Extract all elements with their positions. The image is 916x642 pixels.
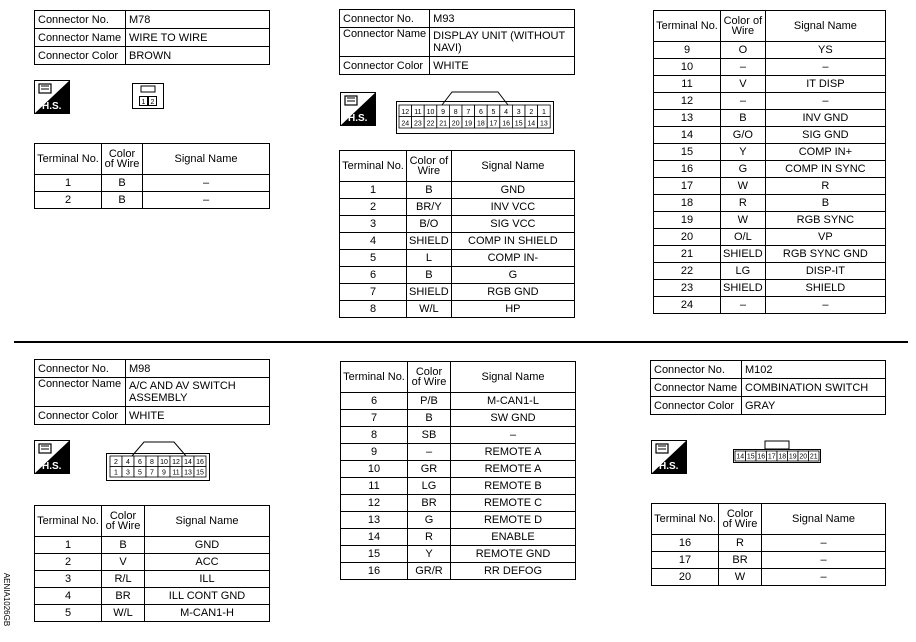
pin-number: 16 <box>502 120 510 128</box>
wire-color-cell: R <box>408 529 451 546</box>
terminal-no-cell: 8 <box>341 427 408 444</box>
table-row <box>654 144 886 161</box>
signal-name-header: Signal Name <box>451 362 576 393</box>
connector-name-value: DISPLAY UNIT (WITHOUT NAVI) <box>430 28 575 57</box>
table-row <box>654 297 886 314</box>
terminal-no-header: Terminal No. <box>35 506 102 537</box>
terminal-no-cell: 16 <box>341 563 408 580</box>
pin-number: 10 <box>426 109 435 116</box>
wire-color-cell: Y <box>721 144 766 161</box>
hs-icon <box>340 92 376 126</box>
wire-color-cell: BR <box>719 552 762 569</box>
terminal-no-cell: 6 <box>341 393 408 410</box>
table-row <box>35 605 270 622</box>
svg-text:H.S.: H.S. <box>348 113 368 124</box>
pin-number: 13 <box>184 469 192 477</box>
signal-name-cell: REMOTE A <box>451 444 576 461</box>
terminal-no-cell: 11 <box>654 76 721 93</box>
signal-name-cell: – <box>765 59 885 76</box>
wire-color-cell: B/O <box>407 216 452 233</box>
m98-terminal-table-continued <box>340 361 576 580</box>
signal-name-cell: ILL CONT GND <box>145 588 270 605</box>
pin-number: 24 <box>401 120 410 128</box>
terminal-no-cell: 15 <box>654 144 721 161</box>
connector-color-value: BROWN <box>126 47 270 65</box>
pin-number: 23 <box>414 120 422 128</box>
wire-color-cell: B <box>102 537 145 554</box>
pin-number: 18 <box>477 120 485 128</box>
terminal-no-cell: 20 <box>652 569 719 586</box>
connector-color-value: WHITE <box>430 57 575 75</box>
wire-color-cell: W/L <box>102 605 145 622</box>
pin-number: 3 <box>126 469 130 477</box>
m98-connector-info <box>34 359 270 425</box>
table-row <box>654 59 886 76</box>
terminal-no-header: Terminal No. <box>35 144 102 175</box>
m78-pin-2: 2 <box>150 99 155 106</box>
pin-number: 12 <box>401 109 410 116</box>
connector-name-value: A/C AND AV SWITCH ASSEMBLY <box>126 378 270 407</box>
pin-number: 5 <box>138 469 142 477</box>
table-row <box>654 161 886 178</box>
table-row <box>341 512 576 529</box>
wire-color-cell: R/L <box>102 571 145 588</box>
signal-name-cell: DISP-IT <box>765 263 885 280</box>
table-row <box>654 42 886 59</box>
terminal-no-cell: 4 <box>340 233 407 250</box>
terminal-no-header: Terminal No. <box>340 151 407 182</box>
wire-color-cell: V <box>102 554 145 571</box>
wire-color-cell: W <box>719 569 762 586</box>
table-row <box>35 537 270 554</box>
terminal-no-cell: 1 <box>35 175 102 192</box>
connector-color-label: Connector Color <box>651 397 742 415</box>
terminal-no-cell: 3 <box>35 571 102 588</box>
wire-color-cell: O/L <box>721 229 766 246</box>
terminal-no-cell: 23 <box>654 280 721 297</box>
pin-number: 9 <box>441 109 446 116</box>
table-row <box>652 535 886 552</box>
color-of-wire-header: Color of Wire <box>408 362 451 393</box>
figure-code: AENIA1026GB <box>2 572 12 627</box>
signal-name-header: Signal Name <box>762 504 886 535</box>
pin-number: 8 <box>453 109 458 116</box>
pin-number: 10 <box>160 459 168 466</box>
pin-number: 4 <box>504 109 509 116</box>
wire-color-cell: B <box>408 410 451 427</box>
table-row <box>654 127 886 144</box>
signal-name-cell: SIG GND <box>765 127 885 144</box>
pin-number: 9 <box>162 469 166 477</box>
signal-name-cell: COMP IN SYNC <box>765 161 885 178</box>
wire-color-cell: B <box>721 110 766 127</box>
svg-text:H.S.: H.S. <box>42 101 62 112</box>
terminal-no-header: Terminal No. <box>654 11 721 42</box>
pin-number: 8 <box>150 459 154 466</box>
signal-name-cell: B <box>765 195 885 212</box>
signal-name-cell: SIG VCC <box>451 216 574 233</box>
wire-color-cell: SHIELD <box>721 246 766 263</box>
table-row <box>340 199 575 216</box>
signal-name-cell: IT DISP <box>765 76 885 93</box>
terminal-no-cell: 2 <box>35 554 102 571</box>
terminal-no-cell: 21 <box>654 246 721 263</box>
pin-number: 22 <box>426 120 435 128</box>
terminal-no-cell: 16 <box>652 535 719 552</box>
table-row <box>652 569 886 586</box>
m98-terminal-table <box>34 505 270 622</box>
pin-number: 21 <box>439 120 447 128</box>
table-row <box>341 461 576 478</box>
pin-number: 13 <box>540 120 548 128</box>
table-row <box>341 444 576 461</box>
terminal-no-cell: 9 <box>654 42 721 59</box>
connector-no-label: Connector No. <box>340 10 430 28</box>
table-row <box>652 552 886 569</box>
wire-color-cell: R <box>719 535 762 552</box>
signal-name-cell: RGB SYNC <box>765 212 885 229</box>
table-row <box>35 571 270 588</box>
pin-number: 1 <box>541 109 546 116</box>
pin-number: 19 <box>788 453 797 461</box>
pin-number: 11 <box>414 109 422 116</box>
terminal-no-cell: 16 <box>654 161 721 178</box>
signal-name-cell: REMOTE B <box>451 478 576 495</box>
pin-number: 2 <box>114 459 118 466</box>
m93-connector-face <box>396 91 554 135</box>
table-row <box>35 554 270 571</box>
terminal-no-cell: 15 <box>341 546 408 563</box>
terminal-no-cell: 1 <box>35 537 102 554</box>
wire-color-cell: G <box>721 161 766 178</box>
connector-name-label: Connector Name <box>35 29 126 47</box>
signal-name-cell: VP <box>765 229 885 246</box>
signal-name-cell: ACC <box>145 554 270 571</box>
pin-number: 20 <box>799 453 808 461</box>
signal-name-cell: COMP IN+ <box>765 144 885 161</box>
terminal-no-cell: 14 <box>654 127 721 144</box>
pin-number: 7 <box>150 469 154 477</box>
signal-name-cell: SHIELD <box>765 280 885 297</box>
table-row <box>341 393 576 410</box>
table-row <box>654 178 886 195</box>
connector-name-label: Connector Name <box>35 378 126 407</box>
connector-color-label: Connector Color <box>35 407 126 425</box>
pin-number: 11 <box>172 469 180 477</box>
m102-terminal-table <box>651 503 886 586</box>
hs-icon <box>34 440 70 474</box>
m78-connector-face <box>132 83 164 109</box>
terminal-no-cell: 13 <box>341 512 408 529</box>
m102-connector-info <box>650 360 886 415</box>
signal-name-header: Signal Name <box>143 144 270 175</box>
pin-number: 16 <box>757 453 766 461</box>
signal-name-cell: RGB SYNC GND <box>765 246 885 263</box>
pin-number: 19 <box>464 120 473 128</box>
connector-name-value: COMBINATION SWITCH <box>742 379 886 397</box>
table-row <box>340 301 575 318</box>
pin-number: 14 <box>736 453 745 461</box>
section-divider <box>14 341 908 343</box>
table-row <box>341 563 576 580</box>
m102-connector-face <box>733 440 821 464</box>
color-of-wire-header: Color of Wire <box>102 506 145 537</box>
pin-number: 7 <box>466 109 471 116</box>
wire-color-cell: SB <box>408 427 451 444</box>
wire-color-cell: B <box>102 192 143 209</box>
terminal-no-cell: 8 <box>340 301 407 318</box>
terminal-no-cell: 11 <box>341 478 408 495</box>
table-row <box>654 280 886 297</box>
table-row <box>654 212 886 229</box>
table-row <box>654 229 886 246</box>
hs-icon <box>34 80 70 114</box>
pin-number: 21 <box>809 453 818 461</box>
pin-number: 4 <box>126 459 130 466</box>
wire-color-cell: G/O <box>721 127 766 144</box>
m93-terminal-table <box>339 150 575 318</box>
pin-number: 15 <box>196 469 204 477</box>
signal-name-cell: SW GND <box>451 410 576 427</box>
terminal-no-cell: 17 <box>652 552 719 569</box>
table-row <box>341 495 576 512</box>
signal-name-cell: M-CAN1-H <box>145 605 270 622</box>
signal-name-header: Signal Name <box>765 11 885 42</box>
terminal-no-cell: 5 <box>340 250 407 267</box>
wire-color-cell: SHIELD <box>407 284 452 301</box>
signal-name-cell: – <box>765 297 885 314</box>
wire-color-cell: B <box>407 267 452 284</box>
wire-color-cell: P/B <box>408 393 451 410</box>
wire-color-cell: SHIELD <box>407 233 452 250</box>
terminal-no-cell: 3 <box>340 216 407 233</box>
wire-color-cell: BR <box>408 495 451 512</box>
table-row <box>341 410 576 427</box>
signal-name-cell: REMOTE D <box>451 512 576 529</box>
wire-color-cell: – <box>721 93 766 110</box>
signal-name-cell: YS <box>765 42 885 59</box>
pin-number: 6 <box>138 459 142 466</box>
signal-name-cell: COMP IN- <box>451 250 574 267</box>
m78-pin-1: 1 <box>141 99 146 106</box>
table-row <box>654 246 886 263</box>
table-row <box>340 233 575 250</box>
terminal-no-cell: 18 <box>654 195 721 212</box>
table-row <box>654 195 886 212</box>
wire-color-cell: GR/R <box>408 563 451 580</box>
wire-color-cell: L <box>407 250 452 267</box>
pin-number: 3 <box>516 109 521 116</box>
terminal-no-cell: 7 <box>340 284 407 301</box>
svg-text:H.S.: H.S. <box>659 461 679 472</box>
pin-number: 6 <box>478 109 483 116</box>
pin-number: 15 <box>514 120 523 128</box>
wire-color-cell: Y <box>408 546 451 563</box>
pin-number: 17 <box>489 120 498 128</box>
pin-number: 15 <box>746 453 755 461</box>
pin-number: 16 <box>196 459 204 466</box>
pin-number: 18 <box>778 453 787 461</box>
signal-name-cell: COMP IN SHIELD <box>451 233 574 250</box>
wire-color-cell: BR/Y <box>407 199 452 216</box>
svg-text:H.S.: H.S. <box>42 461 62 472</box>
signal-name-cell: INV VCC <box>451 199 574 216</box>
table-row <box>654 110 886 127</box>
signal-name-cell: GND <box>145 537 270 554</box>
connector-no-label: Connector No. <box>35 360 126 378</box>
m98-connector-face <box>106 440 210 482</box>
m78-terminal-table <box>34 143 270 209</box>
terminal-no-cell: 6 <box>340 267 407 284</box>
table-row <box>341 546 576 563</box>
connector-no-value: M98 <box>126 360 270 378</box>
terminal-no-cell: 1 <box>340 182 407 199</box>
color-of-wire-header: Color of Wire <box>719 504 762 535</box>
wire-color-cell: G <box>408 512 451 529</box>
signal-name-cell: GND <box>451 182 574 199</box>
pin-number: 14 <box>527 120 536 128</box>
connector-color-label: Connector Color <box>35 47 126 65</box>
terminal-no-cell: 10 <box>341 461 408 478</box>
color-of-wire-header: Color of Wire <box>721 11 766 42</box>
terminal-no-cell: 2 <box>35 192 102 209</box>
hs-icon <box>651 440 687 474</box>
wire-color-cell: B <box>407 182 452 199</box>
wire-color-cell: R <box>721 195 766 212</box>
signal-name-cell: INV GND <box>765 110 885 127</box>
pin-number: 20 <box>451 120 460 128</box>
wire-color-cell: SHIELD <box>721 280 766 297</box>
connector-color-value: WHITE <box>126 407 270 425</box>
connector-no-value: M93 <box>430 10 575 28</box>
wire-color-cell: – <box>721 59 766 76</box>
m93-connector-info <box>339 9 575 75</box>
signal-name-cell: – <box>143 175 270 192</box>
table-row <box>341 427 576 444</box>
wire-color-cell: – <box>408 444 451 461</box>
connector-color-value: GRAY <box>742 397 886 415</box>
wire-color-cell: LG <box>721 263 766 280</box>
connector-no-value: M102 <box>742 361 886 379</box>
table-row <box>654 93 886 110</box>
wire-color-cell: O <box>721 42 766 59</box>
signal-name-cell: G <box>451 267 574 284</box>
terminal-no-cell: 14 <box>341 529 408 546</box>
terminal-no-cell: 7 <box>341 410 408 427</box>
wire-color-cell: – <box>721 297 766 314</box>
terminal-no-cell: 4 <box>35 588 102 605</box>
signal-name-cell: ENABLE <box>451 529 576 546</box>
signal-name-cell: – <box>762 569 886 586</box>
connector-color-label: Connector Color <box>340 57 430 75</box>
terminal-no-cell: 12 <box>341 495 408 512</box>
terminal-no-cell: 19 <box>654 212 721 229</box>
wire-color-cell: LG <box>408 478 451 495</box>
wire-color-cell: V <box>721 76 766 93</box>
pin-number: 1 <box>114 469 118 477</box>
table-row <box>340 267 575 284</box>
wire-color-cell: W/L <box>407 301 452 318</box>
wire-color-cell: GR <box>408 461 451 478</box>
table-row <box>340 182 575 199</box>
wire-color-cell: W <box>721 212 766 229</box>
signal-name-header: Signal Name <box>145 506 270 537</box>
terminal-no-header: Terminal No. <box>652 504 719 535</box>
signal-name-cell: M-CAN1-L <box>451 393 576 410</box>
table-row <box>35 192 270 209</box>
table-row <box>654 263 886 280</box>
table-row <box>341 478 576 495</box>
m93-terminal-table-continued <box>653 10 886 314</box>
wire-color-cell: W <box>721 178 766 195</box>
table-row <box>35 588 270 605</box>
pin-number: 5 <box>491 109 496 116</box>
table-row <box>340 250 575 267</box>
terminal-no-cell: 17 <box>654 178 721 195</box>
connector-name-label: Connector Name <box>340 28 430 57</box>
m78-connector-info <box>34 10 270 65</box>
terminal-no-cell: 12 <box>654 93 721 110</box>
pin-number: 2 <box>529 109 534 116</box>
terminal-no-cell: 24 <box>654 297 721 314</box>
signal-name-cell: – <box>762 535 886 552</box>
color-of-wire-header: Color of Wire <box>102 144 143 175</box>
table-row <box>654 76 886 93</box>
wire-color-cell: BR <box>102 588 145 605</box>
terminal-no-cell: 22 <box>654 263 721 280</box>
signal-name-cell: R <box>765 178 885 195</box>
signal-name-cell: REMOTE GND <box>451 546 576 563</box>
signal-name-cell: RGB GND <box>451 284 574 301</box>
signal-name-cell: – <box>143 192 270 209</box>
table-row <box>341 529 576 546</box>
signal-name-header: Signal Name <box>451 151 574 182</box>
signal-name-cell: RR DEFOG <box>451 563 576 580</box>
terminal-no-cell: 10 <box>654 59 721 76</box>
signal-name-cell: – <box>762 552 886 569</box>
pin-number: 14 <box>184 459 192 466</box>
signal-name-cell: HP <box>451 301 574 318</box>
signal-name-cell: REMOTE A <box>451 461 576 478</box>
signal-name-cell: ILL <box>145 571 270 588</box>
pin-number: 12 <box>172 459 180 466</box>
table-row <box>340 216 575 233</box>
connector-no-label: Connector No. <box>651 361 742 379</box>
connector-name-value: WIRE TO WIRE <box>126 29 270 47</box>
connector-no-value: M78 <box>126 11 270 29</box>
connector-name-label: Connector Name <box>651 379 742 397</box>
terminal-no-cell: 2 <box>340 199 407 216</box>
table-row <box>340 284 575 301</box>
wire-color-cell: B <box>102 175 143 192</box>
table-row <box>35 175 270 192</box>
color-of-wire-header: Color of Wire <box>407 151 452 182</box>
terminal-no-cell: 13 <box>654 110 721 127</box>
signal-name-cell: – <box>451 427 576 444</box>
terminal-no-header: Terminal No. <box>341 362 408 393</box>
connector-no-label: Connector No. <box>35 11 126 29</box>
terminal-no-cell: 5 <box>35 605 102 622</box>
pin-number: 17 <box>767 453 776 461</box>
terminal-no-cell: 9 <box>341 444 408 461</box>
signal-name-cell: REMOTE C <box>451 495 576 512</box>
terminal-no-cell: 20 <box>654 229 721 246</box>
signal-name-cell: – <box>765 93 885 110</box>
